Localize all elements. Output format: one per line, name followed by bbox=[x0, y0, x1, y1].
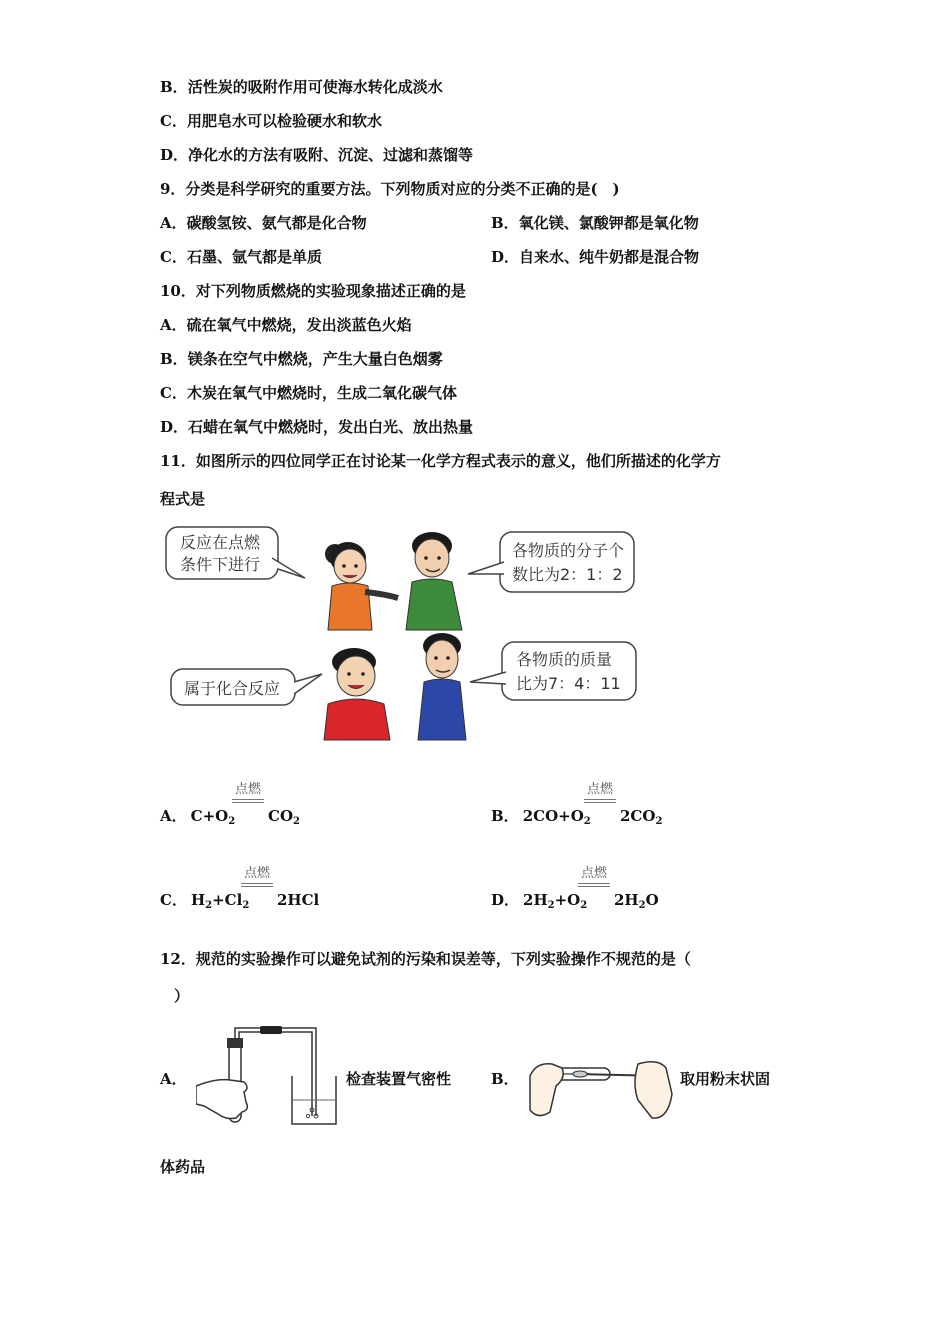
student-boy-2 bbox=[324, 648, 390, 740]
q12-option-b-caption-continued: 体药品 bbox=[160, 1158, 206, 1176]
student-boy-3 bbox=[418, 633, 466, 740]
q9-option-d: D．自来水、纯牛奶都是混合物 bbox=[491, 248, 700, 266]
speech-bubble-4 bbox=[470, 642, 636, 700]
q9-option-a: A．碳酸氢铵、氨气都是化合物 bbox=[160, 214, 367, 232]
q10-option-b: B．镁条在空气中燃烧，产生大量白色烟雾 bbox=[160, 350, 443, 368]
q12-option-b-letter: B． bbox=[491, 1070, 519, 1088]
q10-option-a: A．硫在氧气中燃烧，发出淡蓝色火焰 bbox=[160, 316, 412, 334]
speech-bubble-3 bbox=[171, 669, 322, 705]
q12-stem-line2: ） bbox=[174, 987, 190, 1005]
q11-b-condition: 点燃 bbox=[580, 782, 620, 803]
q11-c-product: 2HCl bbox=[277, 891, 320, 909]
powder-reagent-apparatus bbox=[526, 1054, 676, 1126]
q11-a-condition: 点燃 bbox=[228, 782, 268, 803]
q11-option-a: A． $C+O_2$ bbox=[160, 807, 236, 827]
q10-stem: 10．对下列物质燃烧的实验现象描述正确的是 bbox=[160, 282, 466, 300]
q10-option-d: D．石蜡在氧气中燃烧时，发出白光、放出热量 bbox=[160, 418, 474, 436]
bubble-1-line2: 条件下进行 bbox=[180, 555, 261, 574]
q8-option-b: B．活性炭的吸附作用可使海水转化成淡水 bbox=[160, 78, 443, 96]
q10-option-c: C．木炭在氧气中燃烧时，生成二氧化碳气体 bbox=[160, 384, 457, 402]
bubble-2-line1: 各物质的分子个 bbox=[512, 541, 625, 560]
q11-d-product: $2H_2O$ bbox=[614, 891, 659, 911]
q12-stem-line1: 12．规范的实验操作可以避免试剂的污染和误差等，下列实验操作不规范的是（ bbox=[160, 950, 691, 968]
q9-stem: 9．分类是科学研究的重要方法。下列物质对应的分类不正确的是( ) bbox=[160, 180, 620, 198]
q8-option-c: C．用肥皂水可以检验硬水和软水 bbox=[160, 112, 382, 130]
q11-option-b: B． $2CO+O_2$ bbox=[491, 807, 591, 827]
q11-c-condition: 点燃 bbox=[237, 866, 277, 887]
q11-discussion-figure bbox=[160, 522, 640, 747]
q12-option-b-caption: 取用粉末状固 bbox=[680, 1070, 771, 1088]
q9-option-c: C．石墨、氩气都是单质 bbox=[160, 248, 322, 266]
bubble-2-line2: 数比为2：1：2 bbox=[512, 565, 623, 584]
bubble-3-line1: 属于化合反应 bbox=[184, 679, 281, 698]
q9-option-b: B．氧化镁、氯酸钾都是氧化物 bbox=[491, 214, 699, 232]
student-boy-1 bbox=[406, 532, 462, 630]
q11-b-product: $2CO_2$ bbox=[620, 807, 663, 827]
q11-stem-line2: 程式是 bbox=[160, 490, 206, 508]
q11-a-product: $CO_2$ bbox=[268, 807, 300, 827]
speech-bubble-1 bbox=[166, 527, 305, 579]
student-girl bbox=[325, 542, 398, 630]
bubble-4-line2: 比为7：4：11 bbox=[516, 674, 621, 693]
bubble-1-line1: 反应在点燃 bbox=[180, 533, 261, 552]
q12-option-a-caption: 检查装置气密性 bbox=[346, 1070, 452, 1088]
bubble-4-line1: 各物质的质量 bbox=[516, 650, 613, 669]
q11-stem-line1: 11．如图所示的四位同学正在讨论某一化学方程式表示的意义，他们所描述的化学方 bbox=[160, 452, 721, 470]
q11-option-c: C． $H_2+Cl_2$ bbox=[160, 891, 250, 911]
q11-option-d: D． $2H_2+O_2$ bbox=[491, 891, 588, 911]
q11-d-condition: 点燃 bbox=[574, 866, 614, 887]
q12-option-a-letter: A． bbox=[160, 1070, 187, 1088]
airtightness-check-apparatus bbox=[196, 1020, 344, 1130]
q8-option-d: D．净化水的方法有吸附、沉淀、过滤和蒸馏等 bbox=[160, 146, 474, 164]
speech-bubble-2 bbox=[468, 532, 634, 592]
